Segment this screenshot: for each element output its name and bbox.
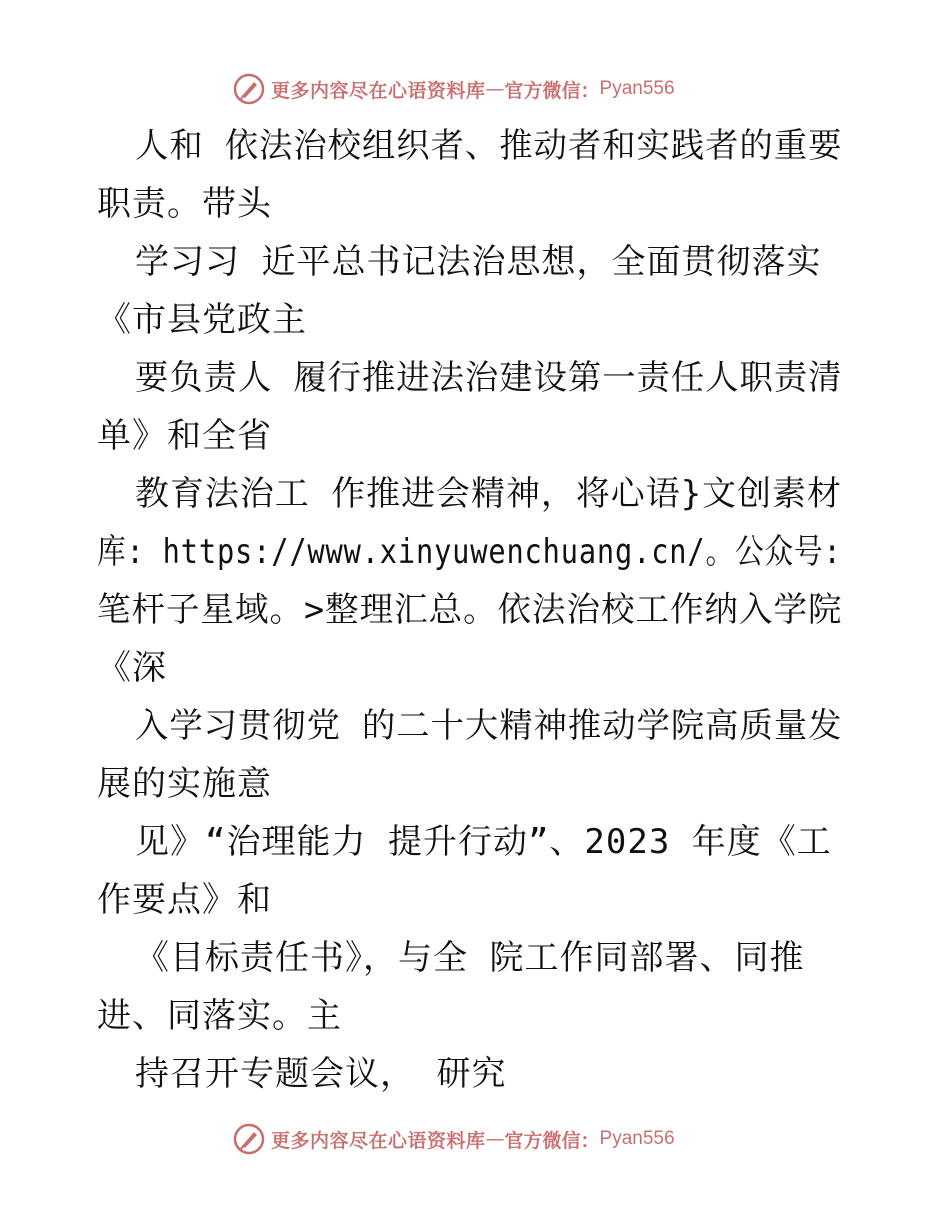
text-line: 职责。带头 [97, 184, 272, 224]
text-line: 《市县党政主 [97, 300, 307, 340]
text-line: 作要点》和 [97, 880, 272, 920]
watermark-text: 更多内容尽在心语资料库 [271, 1129, 486, 1152]
text-line: 进、同落实。主 [97, 996, 342, 1036]
text-line: 库: https://www.xinyuwenchuang.cn/。公众号: [97, 532, 842, 572]
text-line: 要负责人 履行推进法治建设第一责任人职责清 [135, 358, 843, 398]
text-line: 《目标责任书》，与全 院工作同部署、同推 [135, 938, 805, 978]
quill-logo-icon [233, 73, 265, 105]
footer-watermark [233, 1122, 675, 1156]
text-line: 单》和全省 [97, 416, 272, 456]
watermark-text: 更多内容尽在心语资料库 [271, 79, 486, 102]
text-line: 笔杆子星域。>整理汇总。依法治校工作纳入学院 [97, 590, 843, 630]
text-line: 持召开专题会议， 研究 [135, 1054, 507, 1094]
text-line: 见》“治理能力 提升行动”、2023 年度《工 [135, 822, 832, 862]
watermark-contact-label: 官方微信： [504, 1129, 600, 1152]
watermark-separator: — [485, 1128, 505, 1150]
text-line: 《深 [97, 648, 167, 688]
text-line: 学习习 近平总书记法治思想，全面贯彻落实 [135, 242, 822, 282]
quill-logo-icon [233, 1123, 265, 1155]
watermark-contact-id: Pyan556 [599, 78, 675, 99]
header-watermark [233, 72, 675, 106]
watermark-contact-id: Pyan556 [599, 1128, 675, 1149]
watermark-separator: — [485, 78, 505, 100]
text-line: 教育法治工 作推进会精神，将心语}文创素材 [135, 474, 842, 514]
text-line: 入学习贯彻党 的二十大精神推动学院高质量发 [135, 706, 843, 746]
text-line: 展的实施意 [97, 764, 272, 804]
text-line: 人和 依法治校组织者、推动者和实践者的重要 [135, 126, 843, 166]
watermark-contact-label: 官方微信： [504, 79, 600, 102]
